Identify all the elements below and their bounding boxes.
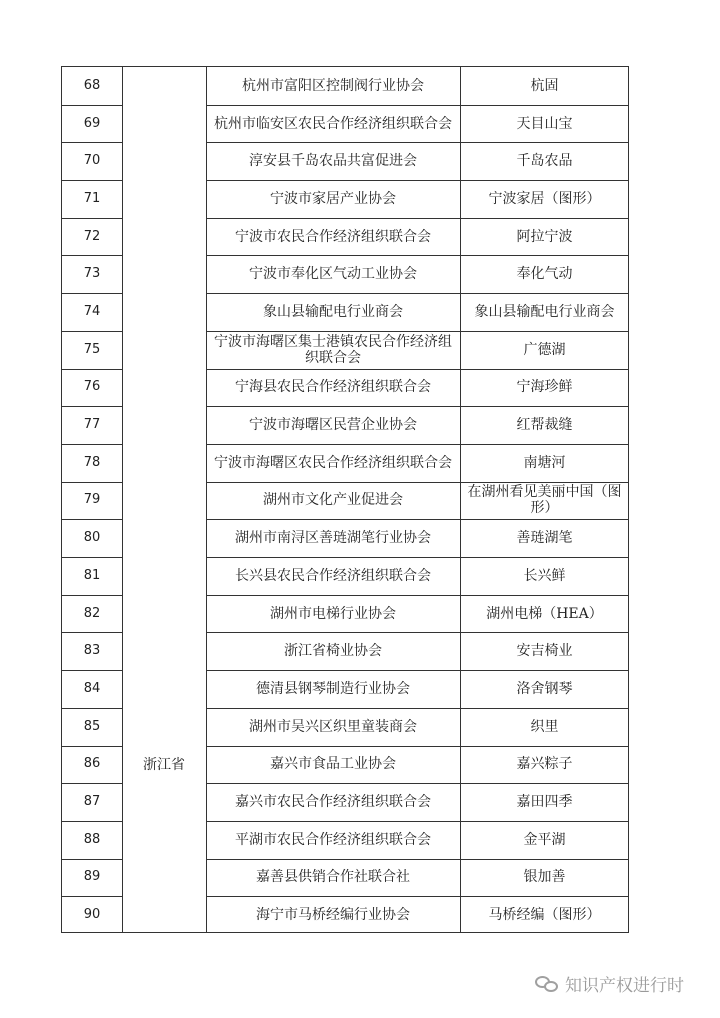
row-divider — [62, 821, 122, 822]
organization-name: 湖州市电梯行业协会 — [270, 605, 396, 622]
table-row — [62, 255, 628, 293]
row-divider — [206, 896, 628, 897]
table-row — [62, 821, 628, 859]
organization-name: 杭州市临安区农民合作经济组织联合会 — [214, 115, 452, 132]
row-divider — [62, 406, 122, 407]
trademark-name: 红帮裁缝 — [516, 417, 573, 434]
wechat-icon — [535, 974, 559, 994]
trademark-name: 金平湖 — [523, 831, 566, 848]
row-divider — [206, 821, 628, 822]
trademark-name: 安吉椅业 — [516, 643, 573, 660]
row-number: 87 — [83, 794, 101, 810]
table-row — [62, 708, 628, 746]
row-divider — [62, 331, 122, 332]
organization-name: 嘉善县供销合作社联合社 — [256, 869, 410, 886]
row-divider — [62, 482, 122, 483]
table-row — [62, 557, 628, 595]
watermark — [535, 971, 684, 996]
organization-name: 宁波市海曙区集士港镇农民合作经济组织联合会 — [214, 333, 452, 366]
row-divider — [62, 595, 122, 596]
table-row — [62, 482, 628, 520]
table-row — [62, 67, 628, 105]
row-number: 70 — [83, 153, 101, 169]
row-number: 72 — [83, 228, 101, 244]
watermark-text: 知识产权进行时 — [565, 976, 684, 996]
row-divider — [62, 859, 122, 860]
trademark-table — [61, 66, 629, 933]
row-number: 90 — [83, 907, 101, 923]
organization-name: 宁波市家居产业协会 — [270, 190, 396, 207]
row-divider — [206, 369, 628, 370]
row-divider — [206, 519, 628, 520]
trademark-name: 杭固 — [530, 77, 559, 94]
row-number: 74 — [83, 304, 101, 320]
organization-name: 杭州市富阳区控制阀行业协会 — [242, 77, 424, 94]
row-divider — [62, 142, 122, 143]
row-divider — [62, 444, 122, 445]
row-divider — [62, 369, 122, 370]
organization-name: 宁海县农民合作经济组织联合会 — [235, 379, 431, 396]
row-divider — [62, 670, 122, 671]
row-divider — [62, 557, 122, 558]
row-divider — [206, 218, 628, 219]
trademark-name: 在湖州看见美丽中国（图形） — [467, 484, 622, 517]
row-number: 75 — [83, 341, 101, 357]
row-divider — [62, 783, 122, 784]
table-row — [62, 444, 628, 482]
row-number: 80 — [83, 530, 101, 546]
table-row — [62, 180, 628, 218]
row-divider — [206, 708, 628, 709]
organization-name: 平湖市农民合作经济组织联合会 — [235, 831, 431, 848]
row-divider — [206, 331, 628, 332]
trademark-name: 织里 — [530, 718, 559, 735]
row-number: 83 — [83, 643, 101, 659]
row-divider — [206, 557, 628, 558]
trademark-name: 嘉田四季 — [516, 794, 573, 811]
trademark-name: 长兴鲜 — [523, 567, 566, 584]
table-row — [62, 406, 628, 444]
row-number: 84 — [83, 680, 101, 696]
row-number: 82 — [83, 605, 101, 621]
row-divider — [206, 142, 628, 143]
trademark-name: 湖州电梯（HEA） — [486, 605, 603, 622]
organization-name: 浙江省椅业协会 — [284, 643, 382, 660]
table-row — [62, 519, 628, 557]
row-divider — [206, 670, 628, 671]
row-divider — [62, 746, 122, 747]
organization-name: 宁波市农民合作经济组织联合会 — [235, 228, 431, 245]
row-number: 81 — [83, 567, 101, 583]
table-row — [62, 142, 628, 180]
trademark-name: 象山县输配电行业商会 — [474, 304, 615, 321]
table-row — [62, 105, 628, 143]
organization-name: 宁波市海曙区民营企业协会 — [249, 417, 417, 434]
row-number: 68 — [83, 77, 101, 93]
row-number: 77 — [83, 417, 101, 433]
row-number: 69 — [83, 115, 101, 131]
organization-name: 湖州市吴兴区织里童装商会 — [249, 718, 417, 735]
organization-name: 淳安县千岛农品共富促进会 — [249, 153, 417, 170]
trademark-name: 宁海珍鲜 — [516, 379, 573, 396]
province-cell: 浙江省 — [143, 757, 185, 773]
trademark-name: 马桥经编（图形） — [488, 907, 601, 924]
row-number: 89 — [83, 869, 101, 885]
organization-name: 湖州市文化产业促进会 — [263, 492, 403, 509]
row-number: 88 — [83, 831, 101, 847]
row-divider — [62, 519, 122, 520]
table-row — [62, 369, 628, 407]
table-row — [62, 670, 628, 708]
row-divider — [206, 406, 628, 407]
organization-name: 德清县钢琴制造行业协会 — [256, 680, 410, 697]
row-divider — [206, 293, 628, 294]
organization-name: 长兴县农民合作经济组织联合会 — [235, 567, 431, 584]
trademark-name: 广德湖 — [523, 341, 566, 358]
row-divider — [62, 632, 122, 633]
row-number: 79 — [83, 492, 101, 508]
trademark-name: 阿拉宁波 — [516, 228, 573, 245]
table-row — [62, 896, 628, 934]
row-divider — [62, 180, 122, 181]
row-divider — [206, 632, 628, 633]
trademark-name: 南塘河 — [523, 454, 566, 471]
table-row — [62, 632, 628, 670]
table-row — [62, 218, 628, 256]
row-divider — [62, 218, 122, 219]
row-number: 76 — [83, 379, 101, 395]
table-row — [62, 859, 628, 897]
row-divider — [206, 595, 628, 596]
row-divider — [206, 444, 628, 445]
table-row — [62, 746, 628, 784]
row-divider — [62, 708, 122, 709]
row-number: 85 — [83, 718, 101, 734]
table-row — [62, 595, 628, 633]
row-divider — [206, 783, 628, 784]
trademark-name: 洛舍钢琴 — [516, 680, 573, 697]
row-divider — [62, 293, 122, 294]
trademark-name: 天目山宝 — [516, 115, 573, 132]
row-divider — [62, 105, 122, 106]
organization-name: 宁波市海曙区农民合作经济组织联合会 — [214, 454, 452, 471]
row-divider — [206, 482, 628, 483]
trademark-name: 嘉兴粽子 — [516, 756, 573, 773]
trademark-name: 千岛农品 — [516, 153, 573, 170]
row-divider — [62, 255, 122, 256]
row-divider — [206, 180, 628, 181]
row-divider — [206, 255, 628, 256]
table-row — [62, 783, 628, 821]
trademark-name: 银加善 — [523, 869, 566, 886]
row-divider — [206, 746, 628, 747]
trademark-name: 善琏湖笔 — [516, 530, 573, 547]
organization-name: 嘉兴市农民合作经济组织联合会 — [235, 794, 431, 811]
trademark-name: 宁波家居（图形） — [488, 190, 601, 207]
organization-name: 宁波市奉化区气动工业协会 — [249, 266, 417, 283]
row-number: 71 — [83, 190, 101, 206]
row-number: 73 — [83, 266, 101, 282]
row-divider — [62, 896, 122, 897]
trademark-name: 奉化气动 — [516, 266, 573, 283]
organization-name: 象山县输配电行业商会 — [263, 304, 403, 321]
row-divider — [206, 105, 628, 106]
organization-name: 嘉兴市食品工业协会 — [270, 756, 396, 773]
table-row — [62, 331, 628, 369]
row-number: 86 — [83, 756, 101, 772]
row-number: 78 — [83, 454, 101, 470]
organization-name: 海宁市马桥经编行业协会 — [256, 907, 410, 924]
organization-name: 湖州市南浔区善琏湖笔行业协会 — [235, 530, 431, 547]
row-divider — [206, 859, 628, 860]
table-row — [62, 293, 628, 331]
